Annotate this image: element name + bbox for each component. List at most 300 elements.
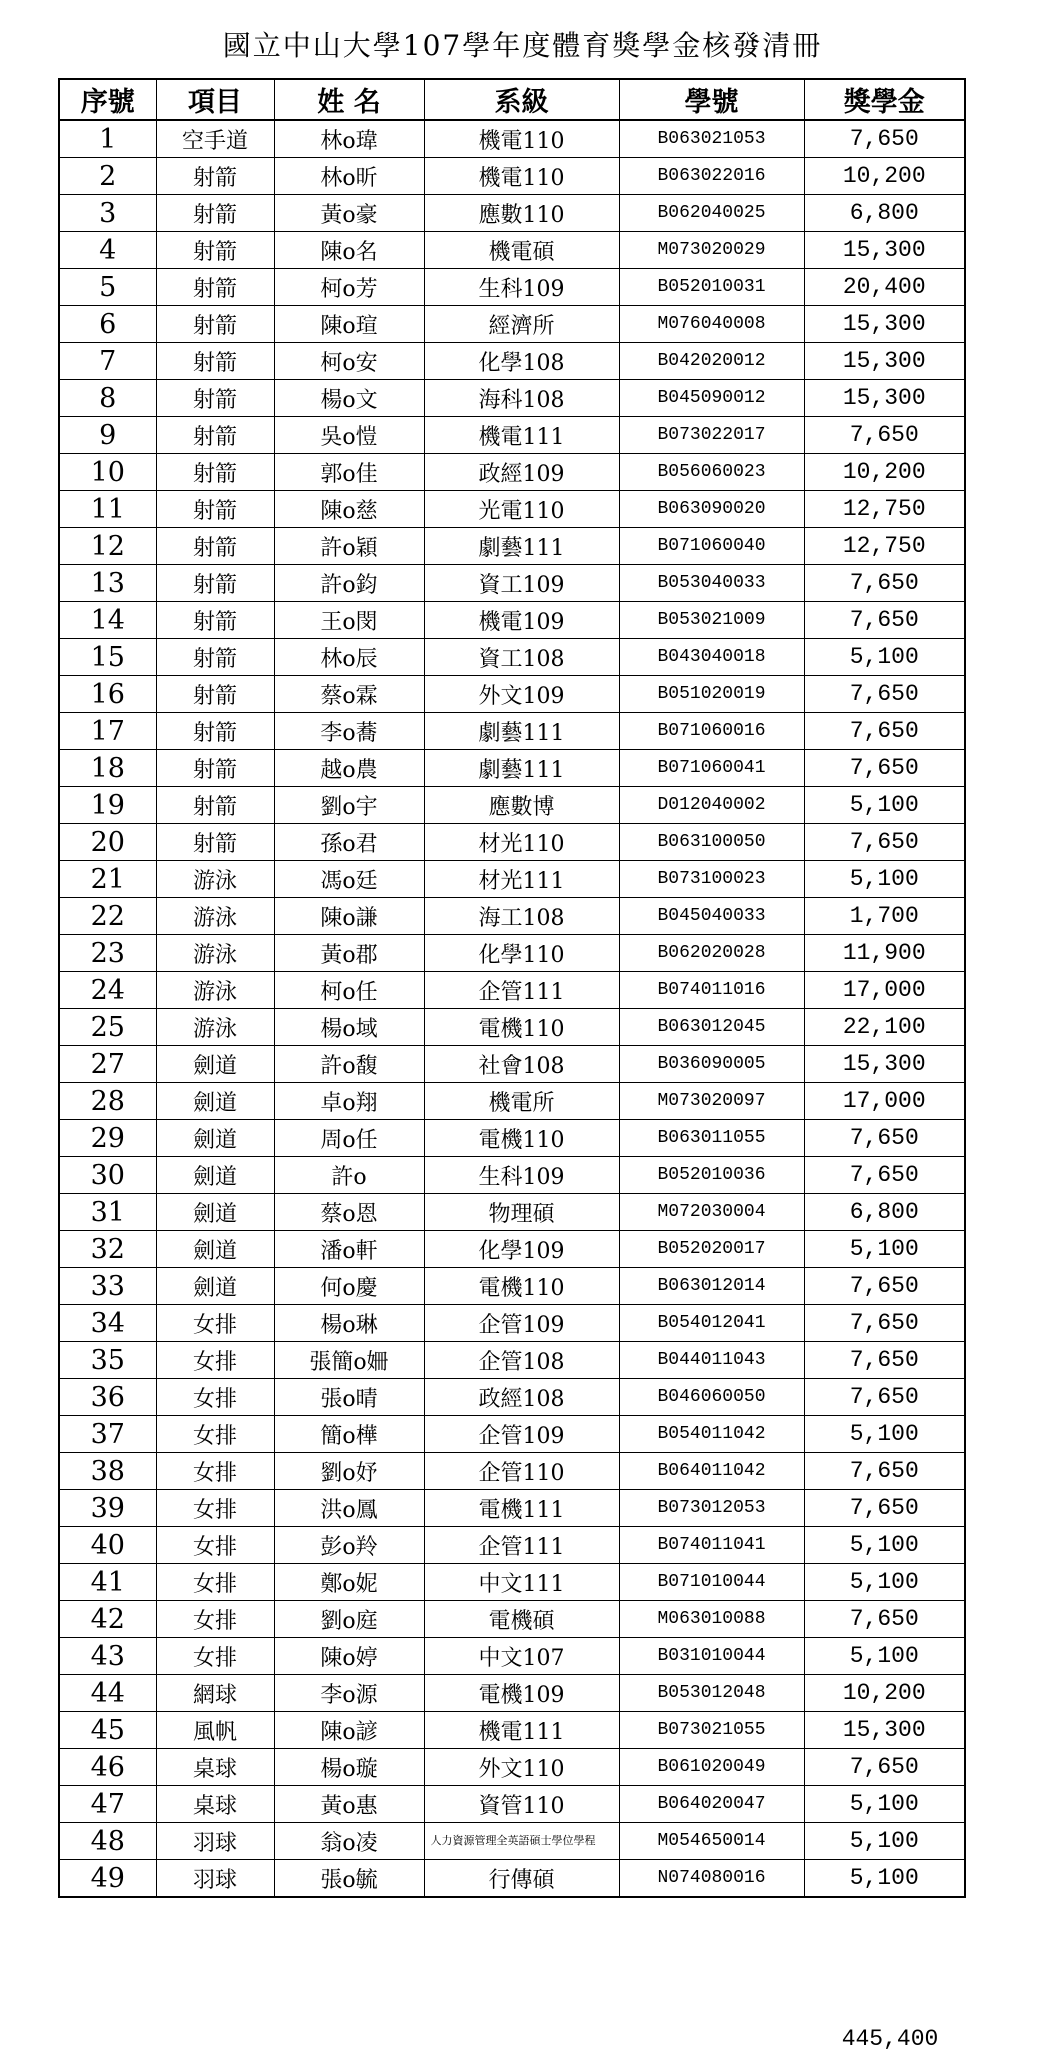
row-seq: 34 (59, 1305, 156, 1342)
table-row (59, 380, 965, 417)
row-amount: 1,700 (804, 898, 965, 935)
row-item: 女排 (156, 1379, 274, 1416)
table-row (59, 120, 965, 158)
row-dept: 化學108 (424, 343, 619, 380)
table-row (59, 1638, 965, 1675)
row-item: 游泳 (156, 1009, 274, 1046)
row-item: 射箭 (156, 491, 274, 528)
row-seq: 31 (59, 1194, 156, 1231)
row-student-id: B045040033 (619, 898, 804, 935)
row-seq: 3 (59, 195, 156, 232)
row-dept: 機電110 (424, 158, 619, 195)
row-dept: 企管108 (424, 1342, 619, 1379)
row-dept: 機電110 (424, 120, 619, 158)
row-item: 空手道 (156, 120, 274, 158)
row-name: 張o毓 (274, 1860, 424, 1898)
table-row (59, 528, 965, 565)
row-student-id: B053040033 (619, 565, 804, 602)
row-seq: 20 (59, 824, 156, 861)
table-row (59, 898, 965, 935)
row-dept: 海工108 (424, 898, 619, 935)
row-dept: 電機109 (424, 1675, 619, 1712)
table-row (59, 343, 965, 380)
table-row (59, 306, 965, 343)
row-item: 風帆 (156, 1712, 274, 1749)
row-student-id: D012040002 (619, 787, 804, 824)
row-amount: 7,650 (804, 565, 965, 602)
row-dept: 政經109 (424, 454, 619, 491)
table-row (59, 1675, 965, 1712)
table-row (59, 935, 965, 972)
row-seq: 22 (59, 898, 156, 935)
row-dept: 材光111 (424, 861, 619, 898)
row-student-id: N074080016 (619, 1860, 804, 1898)
row-item: 射箭 (156, 306, 274, 343)
row-amount: 5,100 (804, 1638, 965, 1675)
row-seq: 12 (59, 528, 156, 565)
row-amount: 7,650 (804, 824, 965, 861)
row-item: 桌球 (156, 1749, 274, 1786)
row-amount: 7,650 (804, 750, 965, 787)
row-dept: 外文110 (424, 1749, 619, 1786)
table-row (59, 1120, 965, 1157)
row-amount: 10,200 (804, 454, 965, 491)
row-item: 射箭 (156, 269, 274, 306)
table-body (59, 120, 965, 1897)
table-row (59, 824, 965, 861)
table-row (59, 417, 965, 454)
row-seq: 8 (59, 380, 156, 417)
row-student-id: B071060041 (619, 750, 804, 787)
row-seq: 37 (59, 1416, 156, 1453)
row-name: 王o閔 (274, 602, 424, 639)
row-amount: 20,400 (804, 269, 965, 306)
row-name: 張o晴 (274, 1379, 424, 1416)
row-seq: 21 (59, 861, 156, 898)
row-amount: 7,650 (804, 1453, 965, 1490)
row-seq: 24 (59, 972, 156, 1009)
row-seq: 9 (59, 417, 156, 454)
row-item: 劍道 (156, 1157, 274, 1194)
column-header-dept: 系級 (424, 79, 619, 120)
row-item: 劍道 (156, 1231, 274, 1268)
table-row (59, 1601, 965, 1638)
row-seq: 39 (59, 1490, 156, 1527)
row-amount: 17,000 (804, 1083, 965, 1120)
row-dept: 人力資源管理全英語碩士學位學程 (424, 1823, 619, 1860)
row-student-id: B053021009 (619, 602, 804, 639)
row-student-id: M072030004 (619, 1194, 804, 1231)
table-row (59, 602, 965, 639)
row-amount: 5,100 (804, 1231, 965, 1268)
row-student-id: B031010044 (619, 1638, 804, 1675)
row-seq: 1 (59, 120, 156, 158)
row-dept: 外文109 (424, 676, 619, 713)
row-amount: 5,100 (804, 861, 965, 898)
row-item: 游泳 (156, 898, 274, 935)
row-seq: 4 (59, 232, 156, 269)
row-seq: 45 (59, 1712, 156, 1749)
row-amount: 15,300 (804, 306, 965, 343)
row-name: 許o馥 (274, 1046, 424, 1083)
row-student-id: B046060050 (619, 1379, 804, 1416)
row-student-id: M076040008 (619, 306, 804, 343)
row-name: 蔡o恩 (274, 1194, 424, 1231)
row-student-id: B064020047 (619, 1786, 804, 1823)
row-item: 羽球 (156, 1860, 274, 1898)
row-student-id: B073022017 (619, 417, 804, 454)
row-name: 何o慶 (274, 1268, 424, 1305)
column-header-amount: 獎學金 (804, 79, 965, 120)
row-seq: 29 (59, 1120, 156, 1157)
row-item: 女排 (156, 1638, 274, 1675)
row-item: 女排 (156, 1342, 274, 1379)
table-row (59, 1009, 965, 1046)
table-row (59, 269, 965, 306)
table-row (59, 1416, 965, 1453)
row-name: 翁o凌 (274, 1823, 424, 1860)
row-student-id: B051020019 (619, 676, 804, 713)
row-amount: 7,650 (804, 1157, 965, 1194)
table-row (59, 1157, 965, 1194)
row-student-id: B063021053 (619, 120, 804, 158)
row-amount: 15,300 (804, 1046, 965, 1083)
row-amount: 6,800 (804, 1194, 965, 1231)
row-amount: 7,650 (804, 120, 965, 158)
table-row (59, 1860, 965, 1898)
row-amount: 5,100 (804, 639, 965, 676)
row-amount: 7,650 (804, 1305, 965, 1342)
row-name: 劉o庭 (274, 1601, 424, 1638)
row-dept: 應數110 (424, 195, 619, 232)
row-name: 黃o豪 (274, 195, 424, 232)
row-amount: 7,650 (804, 1342, 965, 1379)
row-dept: 企管111 (424, 1527, 619, 1564)
row-item: 射箭 (156, 417, 274, 454)
row-dept: 光電110 (424, 491, 619, 528)
row-dept: 海科108 (424, 380, 619, 417)
table-row (59, 861, 965, 898)
row-name: 卓o翔 (274, 1083, 424, 1120)
row-dept: 企管111 (424, 972, 619, 1009)
row-student-id: B044011043 (619, 1342, 804, 1379)
row-student-id: B045090012 (619, 380, 804, 417)
row-item: 女排 (156, 1564, 274, 1601)
row-dept: 資管110 (424, 1786, 619, 1823)
row-student-id: B063100050 (619, 824, 804, 861)
row-item: 女排 (156, 1416, 274, 1453)
row-amount: 7,650 (804, 1120, 965, 1157)
row-name: 陳o諺 (274, 1712, 424, 1749)
row-student-id: B062020028 (619, 935, 804, 972)
row-name: 楊o域 (274, 1009, 424, 1046)
row-name: 陳o謙 (274, 898, 424, 935)
row-name: 楊o璇 (274, 1749, 424, 1786)
column-header-item: 項目 (156, 79, 274, 120)
scholarship-table (58, 78, 966, 1898)
row-dept: 機電碩 (424, 232, 619, 269)
row-item: 射箭 (156, 343, 274, 380)
row-seq: 49 (59, 1860, 156, 1898)
row-name: 越o農 (274, 750, 424, 787)
row-name: 許o鈞 (274, 565, 424, 602)
row-seq: 13 (59, 565, 156, 602)
row-item: 射箭 (156, 565, 274, 602)
row-student-id: B063011055 (619, 1120, 804, 1157)
row-seq: 38 (59, 1453, 156, 1490)
row-student-id: B073100023 (619, 861, 804, 898)
row-name: 林o瑋 (274, 120, 424, 158)
row-seq: 35 (59, 1342, 156, 1379)
table-header (59, 79, 965, 120)
row-seq: 30 (59, 1157, 156, 1194)
row-item: 劍道 (156, 1194, 274, 1231)
table-row (59, 1305, 965, 1342)
row-name: 郭o佳 (274, 454, 424, 491)
row-amount: 11,900 (804, 935, 965, 972)
row-seq: 17 (59, 713, 156, 750)
row-seq: 47 (59, 1786, 156, 1823)
row-item: 射箭 (156, 158, 274, 195)
row-amount: 5,100 (804, 1416, 965, 1453)
row-name: 黃o惠 (274, 1786, 424, 1823)
row-dept: 化學110 (424, 935, 619, 972)
row-dept: 生科109 (424, 1157, 619, 1194)
row-seq: 10 (59, 454, 156, 491)
row-dept: 應數博 (424, 787, 619, 824)
row-seq: 28 (59, 1083, 156, 1120)
row-name: 劉o宇 (274, 787, 424, 824)
table-row (59, 565, 965, 602)
row-student-id: M063010088 (619, 1601, 804, 1638)
table-row (59, 1379, 965, 1416)
row-dept: 行傳碩 (424, 1860, 619, 1898)
row-amount: 7,650 (804, 602, 965, 639)
row-name: 張簡o姍 (274, 1342, 424, 1379)
row-student-id: B071060016 (619, 713, 804, 750)
row-student-id: M054650014 (619, 1823, 804, 1860)
row-student-id: B054011042 (619, 1416, 804, 1453)
row-amount: 15,300 (804, 380, 965, 417)
row-dept: 機電所 (424, 1083, 619, 1120)
row-seq: 33 (59, 1268, 156, 1305)
row-student-id: B054012041 (619, 1305, 804, 1342)
row-item: 女排 (156, 1601, 274, 1638)
row-seq: 32 (59, 1231, 156, 1268)
row-item: 網球 (156, 1675, 274, 1712)
column-header-name: 姓 名 (274, 79, 424, 120)
row-seq: 36 (59, 1379, 156, 1416)
row-item: 游泳 (156, 861, 274, 898)
row-dept: 材光110 (424, 824, 619, 861)
row-amount: 7,650 (804, 713, 965, 750)
row-name: 李o源 (274, 1675, 424, 1712)
row-dept: 電機110 (424, 1120, 619, 1157)
row-seq: 6 (59, 306, 156, 343)
row-dept: 電機碩 (424, 1601, 619, 1638)
row-amount: 5,100 (804, 1860, 965, 1898)
row-student-id: B052010031 (619, 269, 804, 306)
table-row (59, 232, 965, 269)
row-seq: 5 (59, 269, 156, 306)
row-student-id: B063022016 (619, 158, 804, 195)
row-seq: 16 (59, 676, 156, 713)
row-student-id: B071060040 (619, 528, 804, 565)
row-student-id: B036090005 (619, 1046, 804, 1083)
row-seq: 2 (59, 158, 156, 195)
row-name: 林o昕 (274, 158, 424, 195)
row-student-id: M073020097 (619, 1083, 804, 1120)
row-item: 射箭 (156, 824, 274, 861)
table-row (59, 1083, 965, 1120)
row-dept: 企管109 (424, 1305, 619, 1342)
row-item: 游泳 (156, 935, 274, 972)
total-amount: 445,400 (841, 2026, 939, 2052)
table-row (59, 1268, 965, 1305)
row-name: 吳o愷 (274, 417, 424, 454)
row-student-id: B073012053 (619, 1490, 804, 1527)
row-amount: 5,100 (804, 1527, 965, 1564)
table-row (59, 195, 965, 232)
row-student-id: B043040018 (619, 639, 804, 676)
row-dept: 企管109 (424, 1416, 619, 1453)
row-dept: 物理碩 (424, 1194, 619, 1231)
row-dept: 化學109 (424, 1231, 619, 1268)
row-name: 柯o安 (274, 343, 424, 380)
table-row (59, 1786, 965, 1823)
row-amount: 15,300 (804, 232, 965, 269)
row-seq: 48 (59, 1823, 156, 1860)
row-dept: 中文107 (424, 1638, 619, 1675)
row-seq: 41 (59, 1564, 156, 1601)
row-item: 羽球 (156, 1823, 274, 1860)
row-amount: 7,650 (804, 676, 965, 713)
row-amount: 5,100 (804, 1823, 965, 1860)
row-name: 孫o君 (274, 824, 424, 861)
row-student-id: B073021055 (619, 1712, 804, 1749)
row-item: 射箭 (156, 528, 274, 565)
row-item: 桌球 (156, 1786, 274, 1823)
row-seq: 42 (59, 1601, 156, 1638)
row-name: 柯o芳 (274, 269, 424, 306)
table-row (59, 713, 965, 750)
row-name: 洪o鳳 (274, 1490, 424, 1527)
row-student-id: B052010036 (619, 1157, 804, 1194)
row-dept: 劇藝111 (424, 713, 619, 750)
row-student-id: B052020017 (619, 1231, 804, 1268)
row-name: 柯o任 (274, 972, 424, 1009)
row-seq: 18 (59, 750, 156, 787)
table-row (59, 158, 965, 195)
header-row (59, 79, 965, 120)
row-name: 黃o郡 (274, 935, 424, 972)
row-name: 陳o瑄 (274, 306, 424, 343)
row-name: 陳o名 (274, 232, 424, 269)
row-student-id: B062040025 (619, 195, 804, 232)
row-item: 女排 (156, 1453, 274, 1490)
row-amount: 7,650 (804, 1749, 965, 1786)
row-amount: 5,100 (804, 1786, 965, 1823)
row-dept: 中文111 (424, 1564, 619, 1601)
row-item: 射箭 (156, 454, 274, 491)
row-item: 女排 (156, 1305, 274, 1342)
row-name: 許o穎 (274, 528, 424, 565)
row-dept: 電機111 (424, 1490, 619, 1527)
row-student-id: B063012014 (619, 1268, 804, 1305)
row-dept: 經濟所 (424, 306, 619, 343)
row-student-id: M073020029 (619, 232, 804, 269)
row-student-id: B053012048 (619, 1675, 804, 1712)
row-amount: 12,750 (804, 491, 965, 528)
table-row (59, 1231, 965, 1268)
row-amount: 5,100 (804, 787, 965, 824)
row-item: 劍道 (156, 1268, 274, 1305)
table-row (59, 1712, 965, 1749)
row-amount: 7,650 (804, 417, 965, 454)
row-dept: 機電111 (424, 417, 619, 454)
row-student-id: B064011042 (619, 1453, 804, 1490)
row-item: 游泳 (156, 972, 274, 1009)
row-name: 陳o婷 (274, 1638, 424, 1675)
row-dept: 機電111 (424, 1712, 619, 1749)
row-dept: 劇藝111 (424, 750, 619, 787)
row-student-id: B074011041 (619, 1527, 804, 1564)
row-item: 射箭 (156, 380, 274, 417)
row-dept: 電機110 (424, 1009, 619, 1046)
row-name: 楊o文 (274, 380, 424, 417)
row-dept: 電機110 (424, 1268, 619, 1305)
row-seq: 11 (59, 491, 156, 528)
table-row (59, 787, 965, 824)
row-item: 射箭 (156, 787, 274, 824)
row-dept: 社會108 (424, 1046, 619, 1083)
row-seq: 25 (59, 1009, 156, 1046)
row-amount: 15,300 (804, 1712, 965, 1749)
row-item: 射箭 (156, 602, 274, 639)
row-amount: 6,800 (804, 195, 965, 232)
table-row (59, 1342, 965, 1379)
row-student-id: B074011016 (619, 972, 804, 1009)
row-item: 射箭 (156, 750, 274, 787)
row-seq: 43 (59, 1638, 156, 1675)
row-seq: 23 (59, 935, 156, 972)
row-name: 蔡o霖 (274, 676, 424, 713)
table-row (59, 639, 965, 676)
row-amount: 7,650 (804, 1490, 965, 1527)
row-student-id: B063012045 (619, 1009, 804, 1046)
row-name: 潘o軒 (274, 1231, 424, 1268)
table-row (59, 1453, 965, 1490)
row-name: 簡o樺 (274, 1416, 424, 1453)
row-item: 射箭 (156, 713, 274, 750)
table-row (59, 1823, 965, 1860)
row-seq: 15 (59, 639, 156, 676)
table-row (59, 676, 965, 713)
table-row (59, 1527, 965, 1564)
table-row (59, 750, 965, 787)
row-item: 劍道 (156, 1120, 274, 1157)
row-amount: 15,300 (804, 343, 965, 380)
row-amount: 12,750 (804, 528, 965, 565)
row-seq: 40 (59, 1527, 156, 1564)
row-name: 林o辰 (274, 639, 424, 676)
row-dept: 生科109 (424, 269, 619, 306)
row-name: 彭o羚 (274, 1527, 424, 1564)
row-seq: 7 (59, 343, 156, 380)
row-item: 劍道 (156, 1083, 274, 1120)
row-name: 楊o琳 (274, 1305, 424, 1342)
row-item: 射箭 (156, 676, 274, 713)
